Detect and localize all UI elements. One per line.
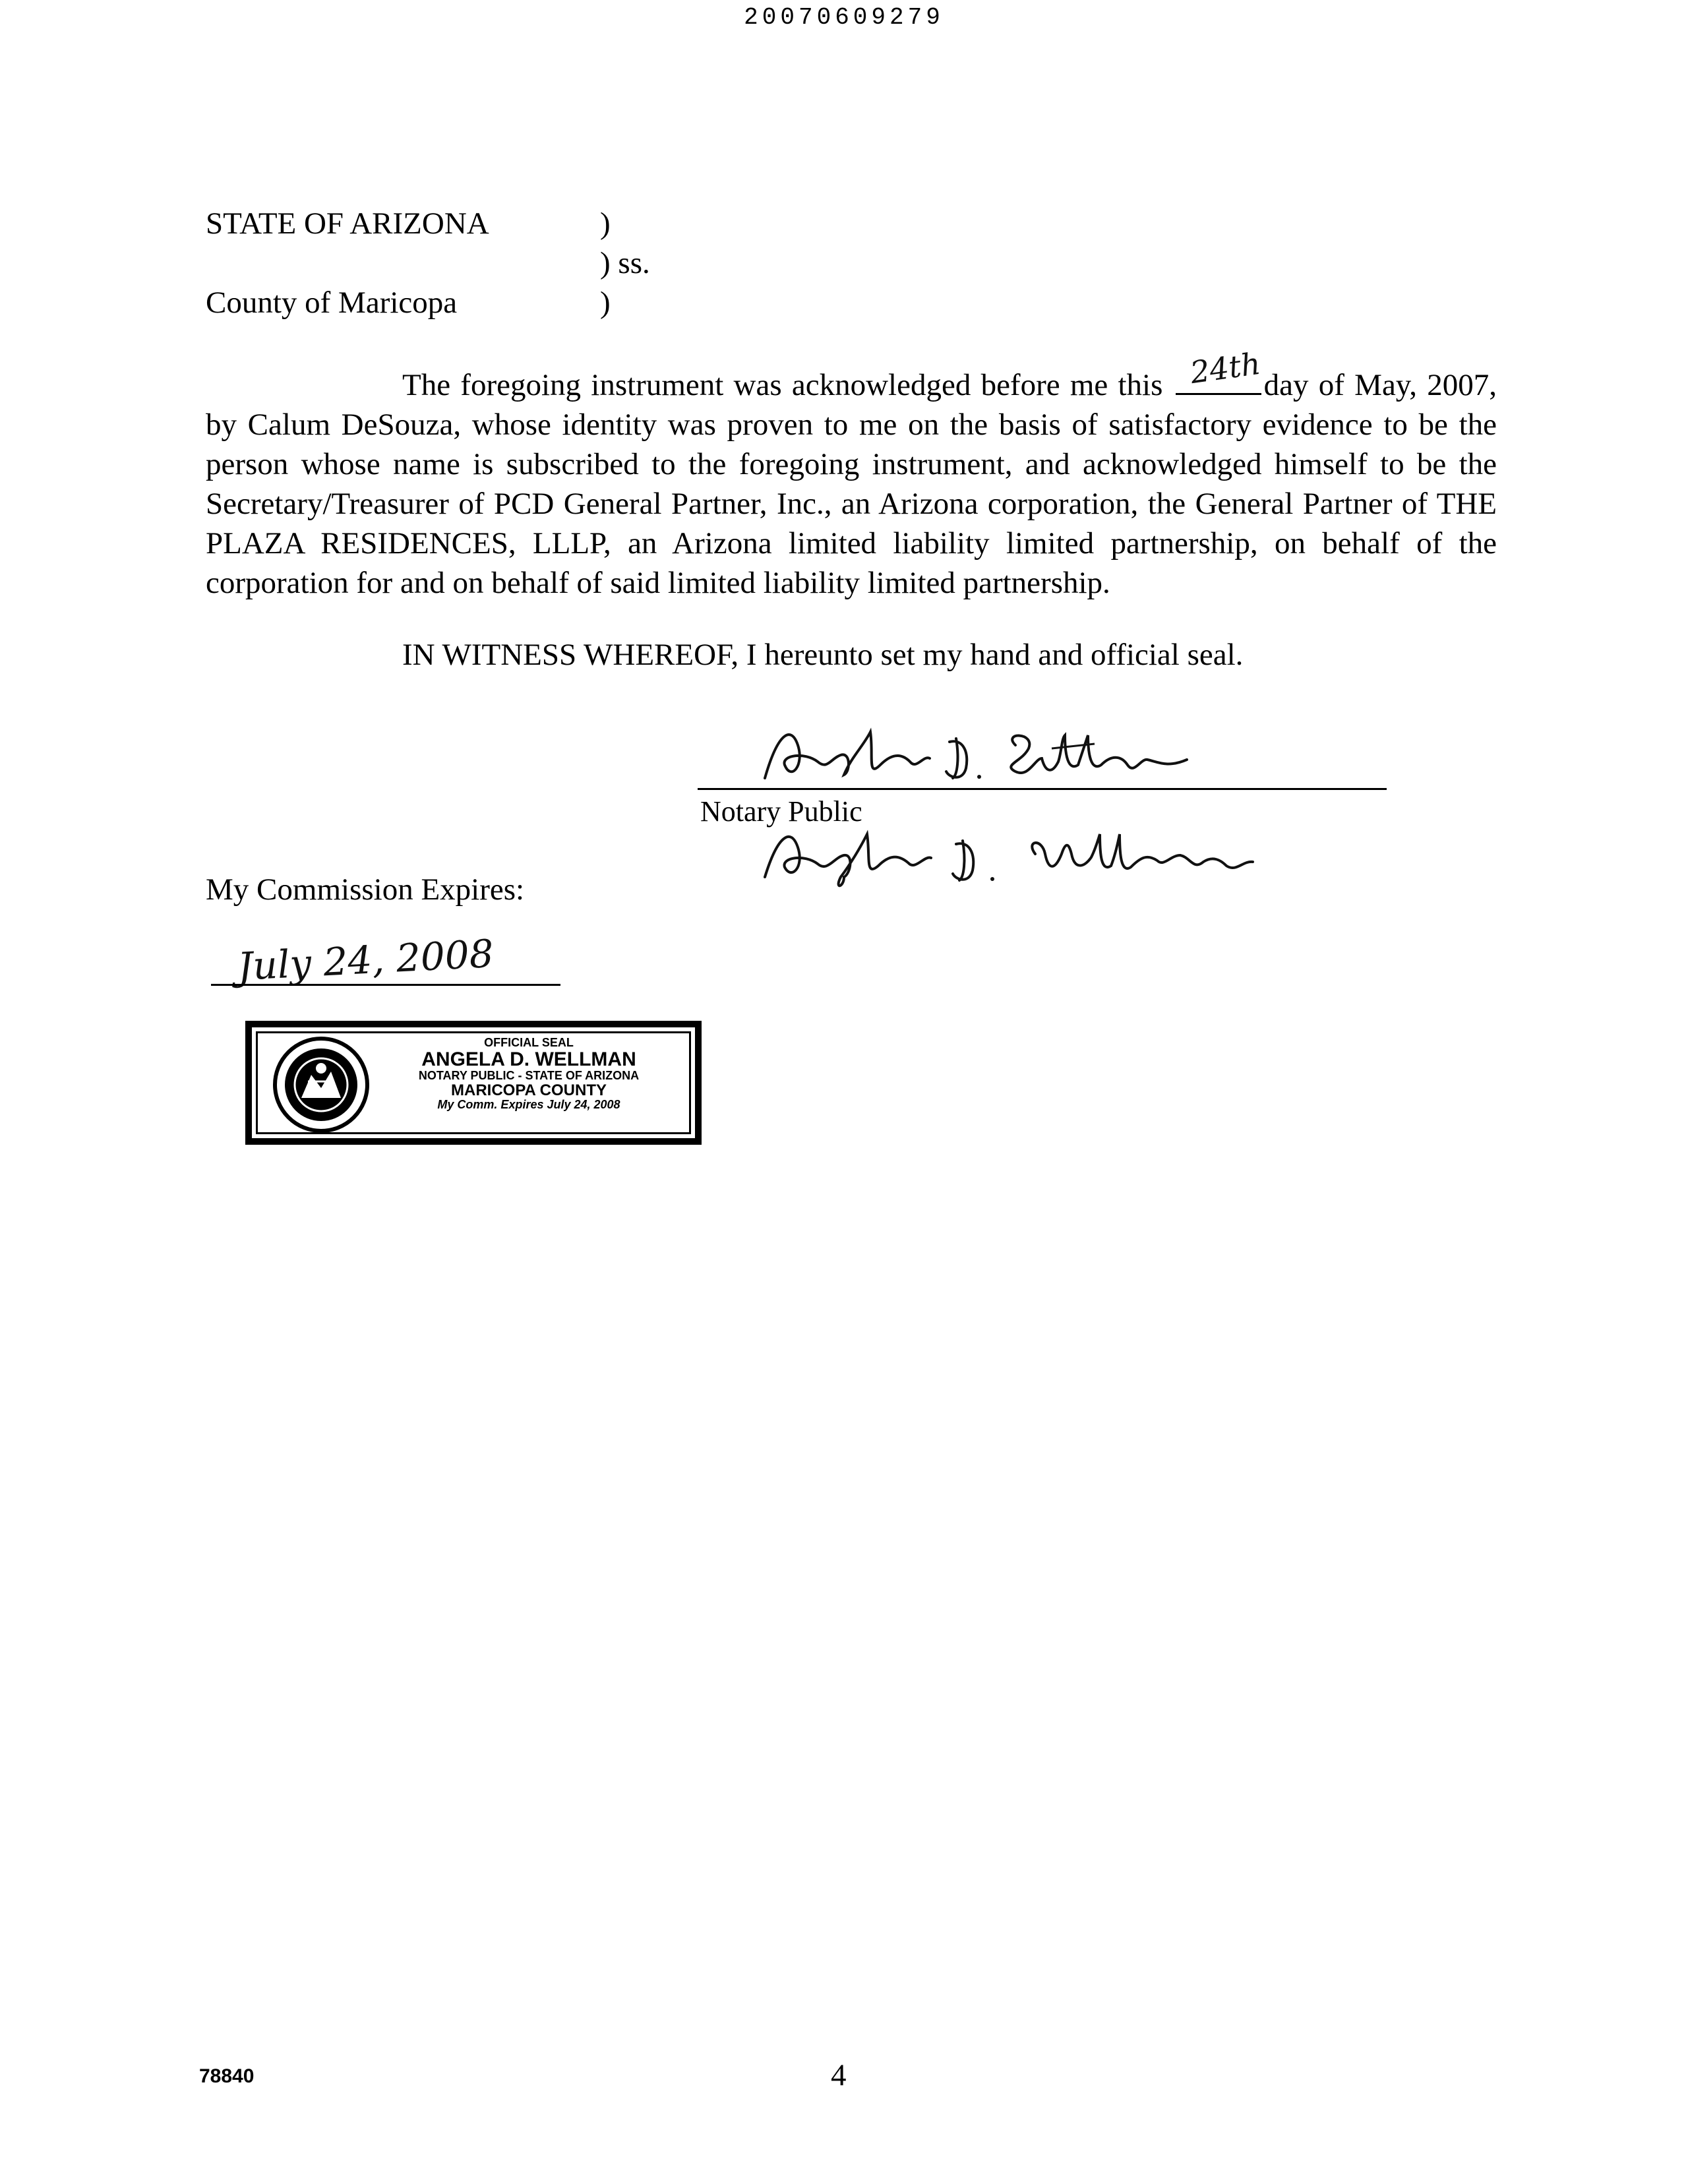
venue-state: STATE OF ARIZONA [206, 206, 489, 241]
acknowledgment-paragraph [206, 345, 1497, 603]
acknowledgment-lead: The foregoing instrument was acknowledged before me this [402, 368, 1163, 402]
seal-line-expiry: My Comm. Expires July 24, 2008 [437, 1098, 620, 1112]
venue-county: County of Maricopa [206, 286, 458, 320]
day-blank [1176, 345, 1263, 395]
venue-ss: ) ss. [600, 246, 650, 280]
state-seal-emblem-icon [272, 1035, 371, 1134]
seal-line-county: MARICOPA COUNTY [451, 1081, 607, 1100]
witness-clause: IN WITNESS WHEREOF, I hereunto set my hand and official seal. [402, 638, 1244, 672]
commission-date-handwritten: July 24, 2008 [236, 930, 495, 990]
document-number: 78840 [199, 2065, 255, 2087]
day-handwritten: 24th [1188, 345, 1263, 391]
notary-signature [752, 719, 1213, 791]
commission-expires-label: My Commission Expires: [206, 872, 525, 907]
venue-paren-top: ) [600, 206, 611, 241]
notary-public-label: Notary Public [700, 795, 862, 828]
seal-line-notary-state: NOTARY PUBLIC - STATE OF ARIZONA [418, 1069, 640, 1083]
notary-signature-line [698, 788, 1387, 790]
seal-line-name: ANGELA D. WELLMAN [421, 1048, 636, 1070]
notary-seal-stamp [245, 1021, 702, 1145]
recording-number: 20070609279 [744, 4, 944, 31]
acknowledgment-rest: day of May, 2007, by Calum DeSouza, whose identity was proven to me on the basis of satisfactory evidence to be the person whose name is subscribed to the foregoing instrument, and acknowledged himself to be the Secretary/Treasurer of PCD General Partner, Inc., an Arizona corporation, the General Partner of THE PLAZA RESIDENCES, LLLP, an Arizona limited liability limited partnership, on behalf of the corporation for and on behalf of said limited liability limited partnership. [206, 368, 1497, 600]
page-number: 4 [831, 2058, 847, 2092]
seal-text-block [384, 1037, 674, 1111]
venue-paren-bottom: ) [600, 286, 611, 320]
seal-line-official: OFFICIAL SEAL [484, 1036, 574, 1049]
commission-date-line [211, 984, 560, 986]
notary-printed-name-signature [752, 814, 1266, 894]
